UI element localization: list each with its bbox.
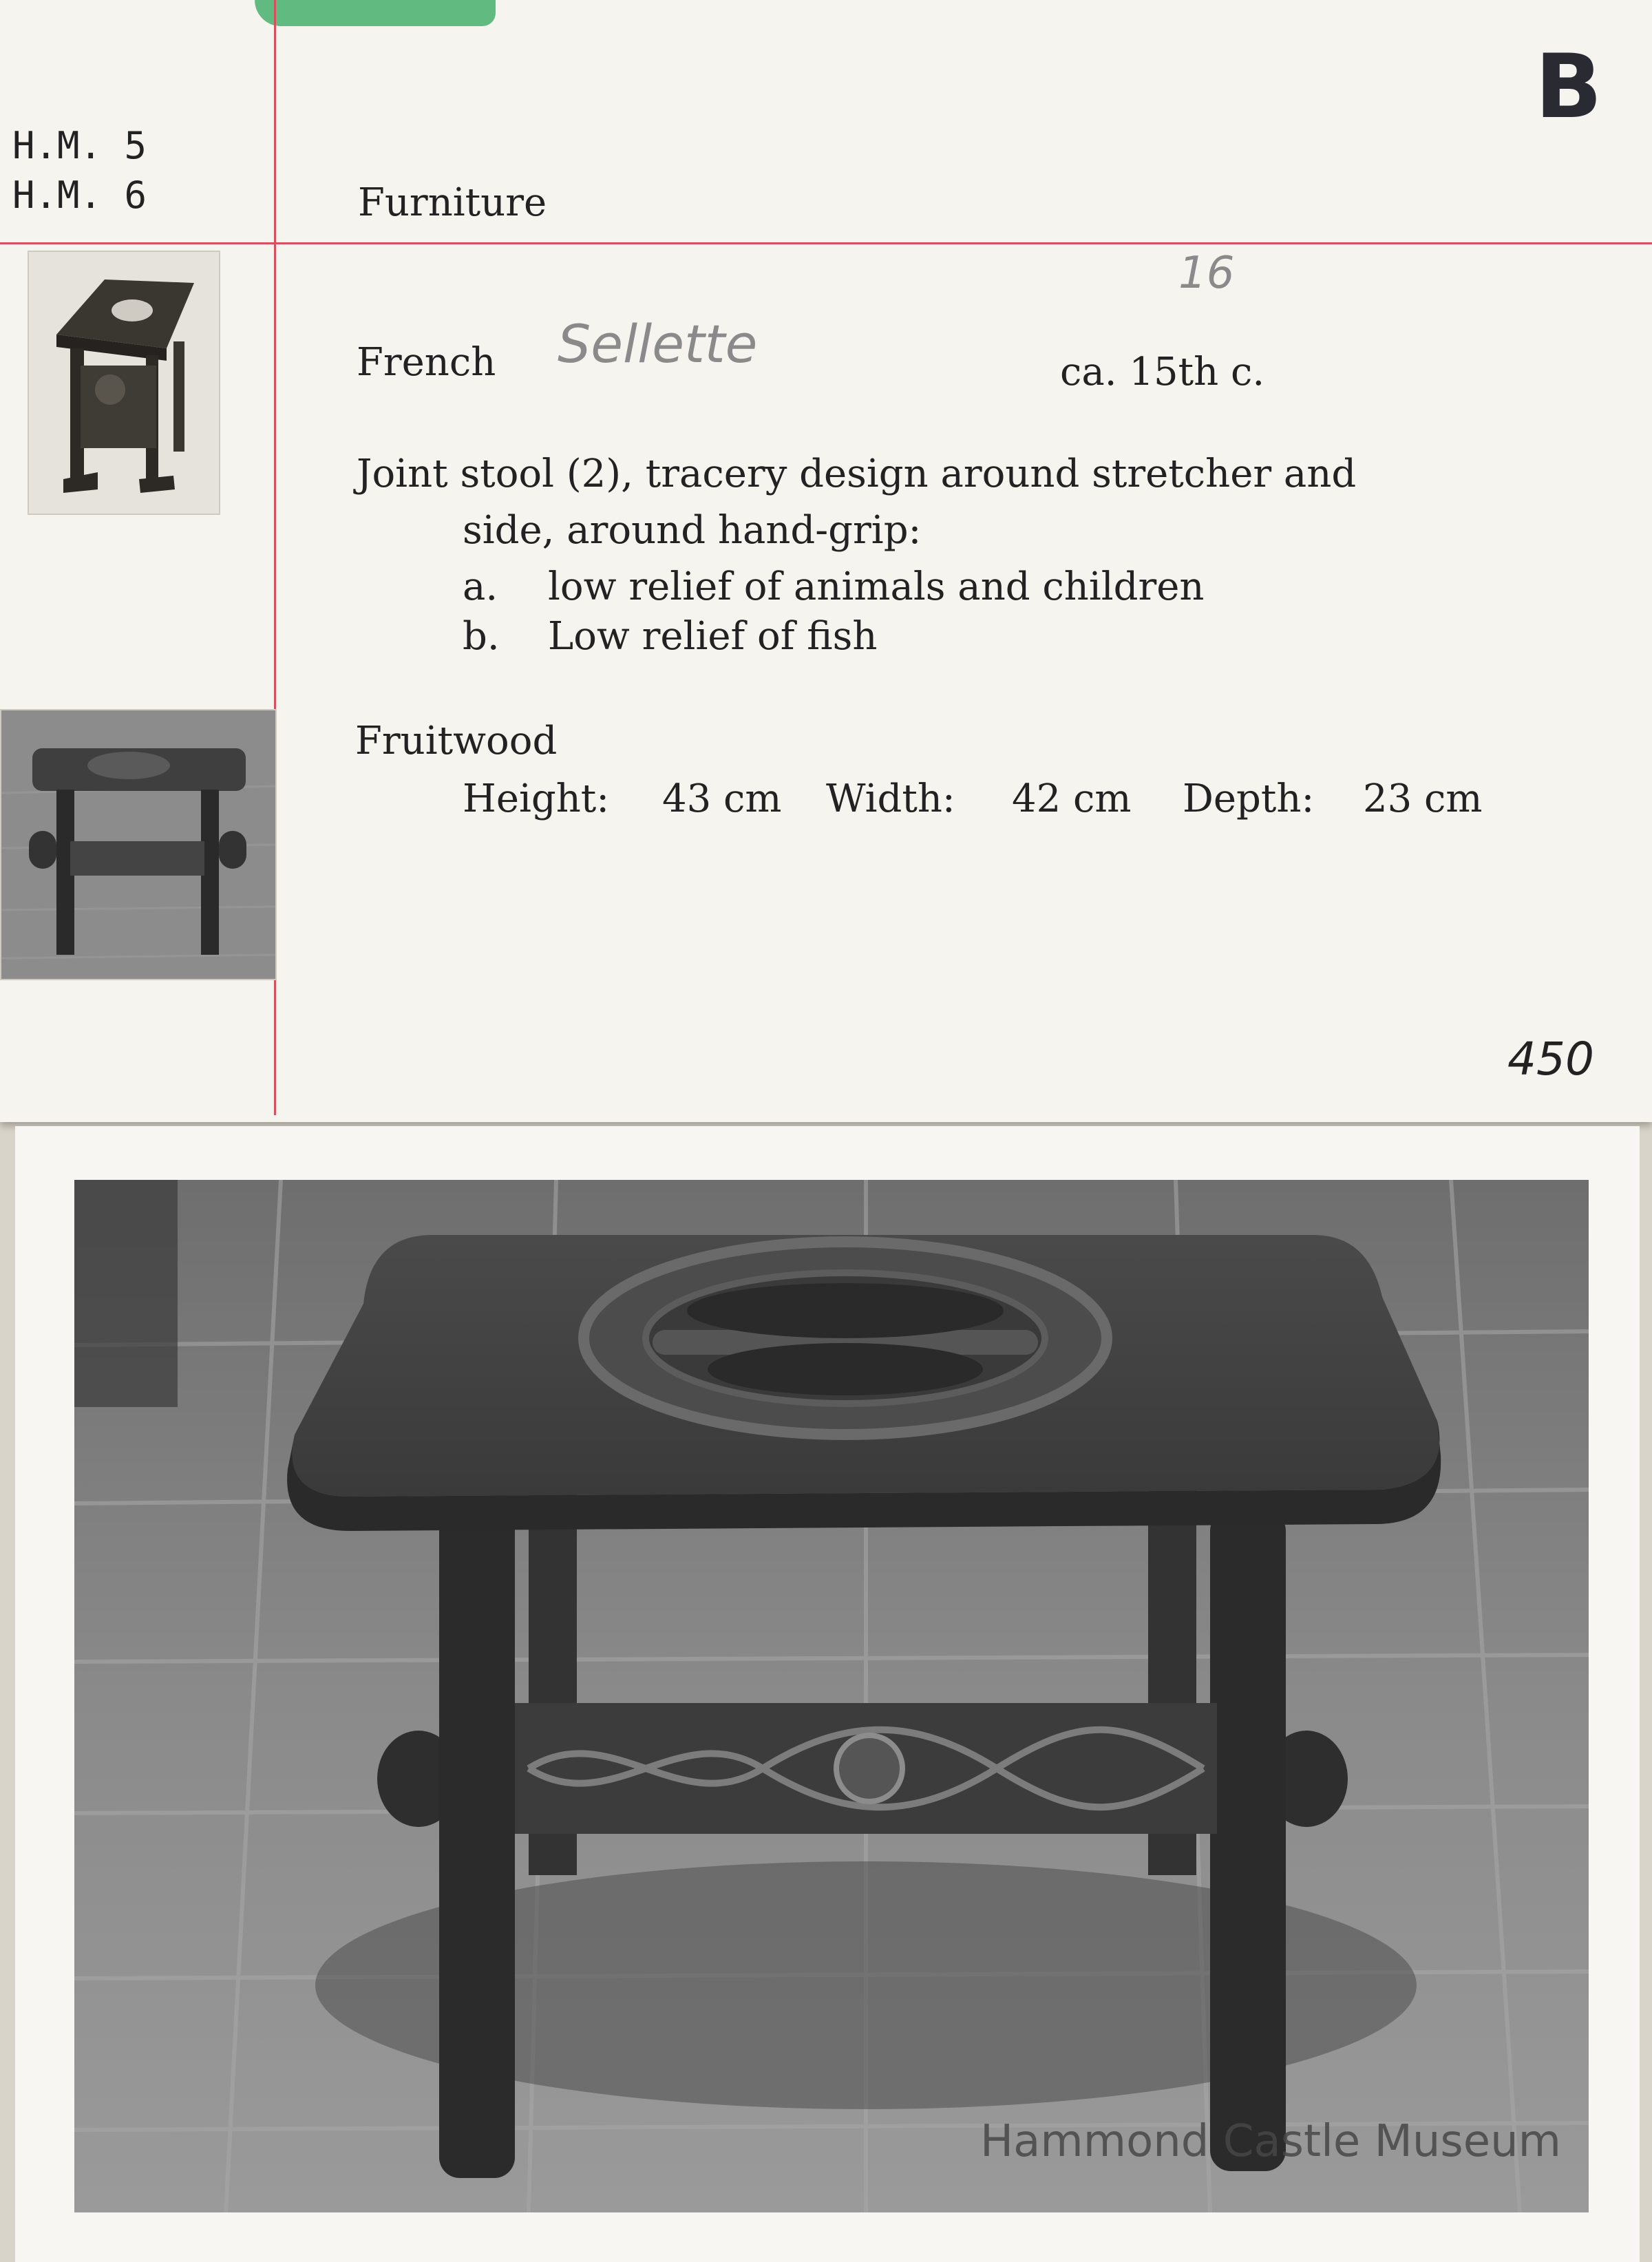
- corner-letter: B: [1535, 36, 1602, 138]
- description-item-a-marker: a.: [463, 564, 498, 609]
- stool-photograph: [74, 1180, 1589, 2212]
- width-value: 42 cm: [1012, 776, 1132, 821]
- depth-value: 23 cm: [1363, 776, 1483, 821]
- description-item-b-text: Low relief of fish: [548, 614, 878, 659]
- accession-number-2: H.M. 6: [12, 173, 147, 217]
- description-line-1: Joint stool (2), tracery design around stretcher and: [357, 452, 1357, 496]
- museum-watermark: Hammond Castle Museum: [980, 2116, 1561, 2167]
- height-label: Height:: [463, 776, 610, 821]
- material: Fruitwood: [355, 719, 558, 763]
- card-header-line: [0, 242, 1652, 244]
- date: ca. 15th c.: [1060, 350, 1265, 394]
- category: Furniture: [358, 180, 547, 225]
- description-item-b-marker: b.: [463, 614, 500, 659]
- handwritten-century: 16: [1178, 248, 1235, 299]
- depth-label: Depth:: [1183, 776, 1315, 821]
- thumbnail-photo-2: [0, 709, 277, 980]
- origin: French: [357, 340, 496, 385]
- catalog-card: [0, 0, 1652, 1122]
- thumbnail-photo-1: [28, 251, 220, 515]
- height-value: 43 cm: [662, 776, 782, 821]
- accession-number-1: H.M. 5: [12, 124, 147, 167]
- description-item-a-text: low relief of animals and children: [548, 564, 1205, 609]
- description-line-2: side, around hand-grip:: [463, 508, 922, 553]
- green-marker-stroke: [255, 0, 496, 26]
- handwritten-name: Sellette: [558, 313, 758, 374]
- card-number: 450: [1507, 1033, 1594, 1086]
- width-label: Width:: [826, 776, 955, 821]
